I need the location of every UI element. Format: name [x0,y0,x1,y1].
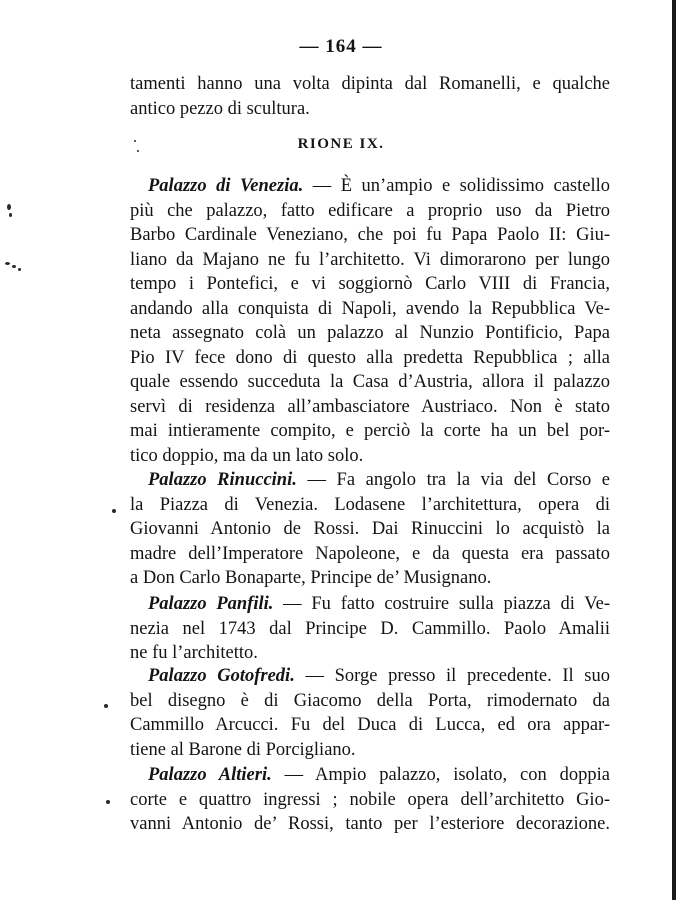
page-number: — 164 — [299,36,383,57]
intro-line-1: tamenti hanno una volta dipinta dal Romanelli, e qualche [130,74,610,94]
entry-line: la Piazza di Venezia. Lodasene l’architettura, opera di [130,494,610,515]
entry-line: quale essendo succeduta la Casa d’Austria, allora il palazzo [130,372,610,392]
entry-line: corte e quattro ingressi ; nobile opera dell’architetto Gio- [130,789,610,810]
entry-line: Giovanni Antonio de Rossi. Dai Rinuccini lo acquistò la [130,519,610,539]
entry-first-line [130,592,610,617]
entry-title: Palazzo Rinuccini. [148,470,297,490]
entry-line: neta assegnato colà un palazzo al Nunzio Pontificio, Papa [130,323,610,343]
entry-text: — Fa angolo tra la via del Corso e [296,470,611,490]
entry-line: ne fu l’architetto. [130,643,258,663]
entry-title: Palazzo Gotofredi. [148,666,295,686]
intro-paragraph [130,72,610,121]
entry-line: nezia nel 1743 dal Principe D. Cammillo. Paolo Amalii [130,618,610,639]
intro-line-2: antico pezzo di scultura. [130,98,310,119]
entry-line: Barbo Cardinale Veneziano, che poi fu Papa Paolo II: Giu- [130,225,610,245]
entry-title: Palazzo Panfili. [148,594,274,614]
entry-first-line [130,664,610,689]
entry-text: — Sorge presso il precedente. Il suo [294,666,610,686]
entry-title: Palazzo di Venezia. [148,176,304,196]
entry-line: più che palazzo, fatto edificare a proprio uso da Pietro [130,200,610,221]
entry-palazzo-gotofredi [130,664,610,762]
entry-text: — Fu fatto costruire sulla piazza di Ve- [273,594,610,614]
entry-first-line [130,174,610,199]
entry-first-line [130,763,610,788]
entry-palazzo-venezia [130,174,610,468]
entry-palazzo-altieri [130,763,610,837]
entry-line: tico doppio, ma da un lato solo. [130,445,364,466]
entry-text: — Ampio palazzo, isolato, con doppia [271,765,610,785]
entry-line: a Don Carlo Bonaparte, Principe de’ Musignano. [130,568,492,588]
entry-palazzo-rinuccini [130,468,610,591]
entry-line: Cammillo Arcucci. Fu del Duca di Lucca, ed ora appar- [130,715,610,735]
entry-line: Pio IV fece dono di questo alla predetta Repubblica ; alla [130,347,610,368]
entry-line: madre dell’Imperatore Napoleone, e da questa era passato [130,543,610,564]
entry-palazzo-panfili [130,592,610,666]
entry-line: vanni Antonio de’ Rossi, tanto per l’esteriore decorazione. [130,814,610,834]
entry-text: — È un’ampio e solidissimo castello [303,176,610,196]
entry-line: liano da Majano ne fu l’architetto. Vi dimorarono per lungo [130,249,610,270]
entry-first-line [130,468,610,493]
entry-line: servì di residenza all’ambasciatore Austriaco. Non è stato [130,396,610,417]
entry-line: tempo i Pontefici, e vi soggiornò Carlo VIII di Francia, [130,274,610,294]
section-heading: RIONE IX. [297,136,385,152]
entry-line: bel disegno è di Giacomo della Porta, rimodernato da [130,690,610,711]
entry-line: mai intieramente compito, e perciò la corte ha un bel por- [130,421,610,441]
page-edge-shadow [672,0,676,900]
entry-title: Palazzo Altieri. [148,765,272,785]
entry-line: andando alla conquista di Napoli, avendo la Repubblica Ve- [130,298,610,319]
entry-line: tiene al Barone di Porcigliano. [130,739,356,760]
